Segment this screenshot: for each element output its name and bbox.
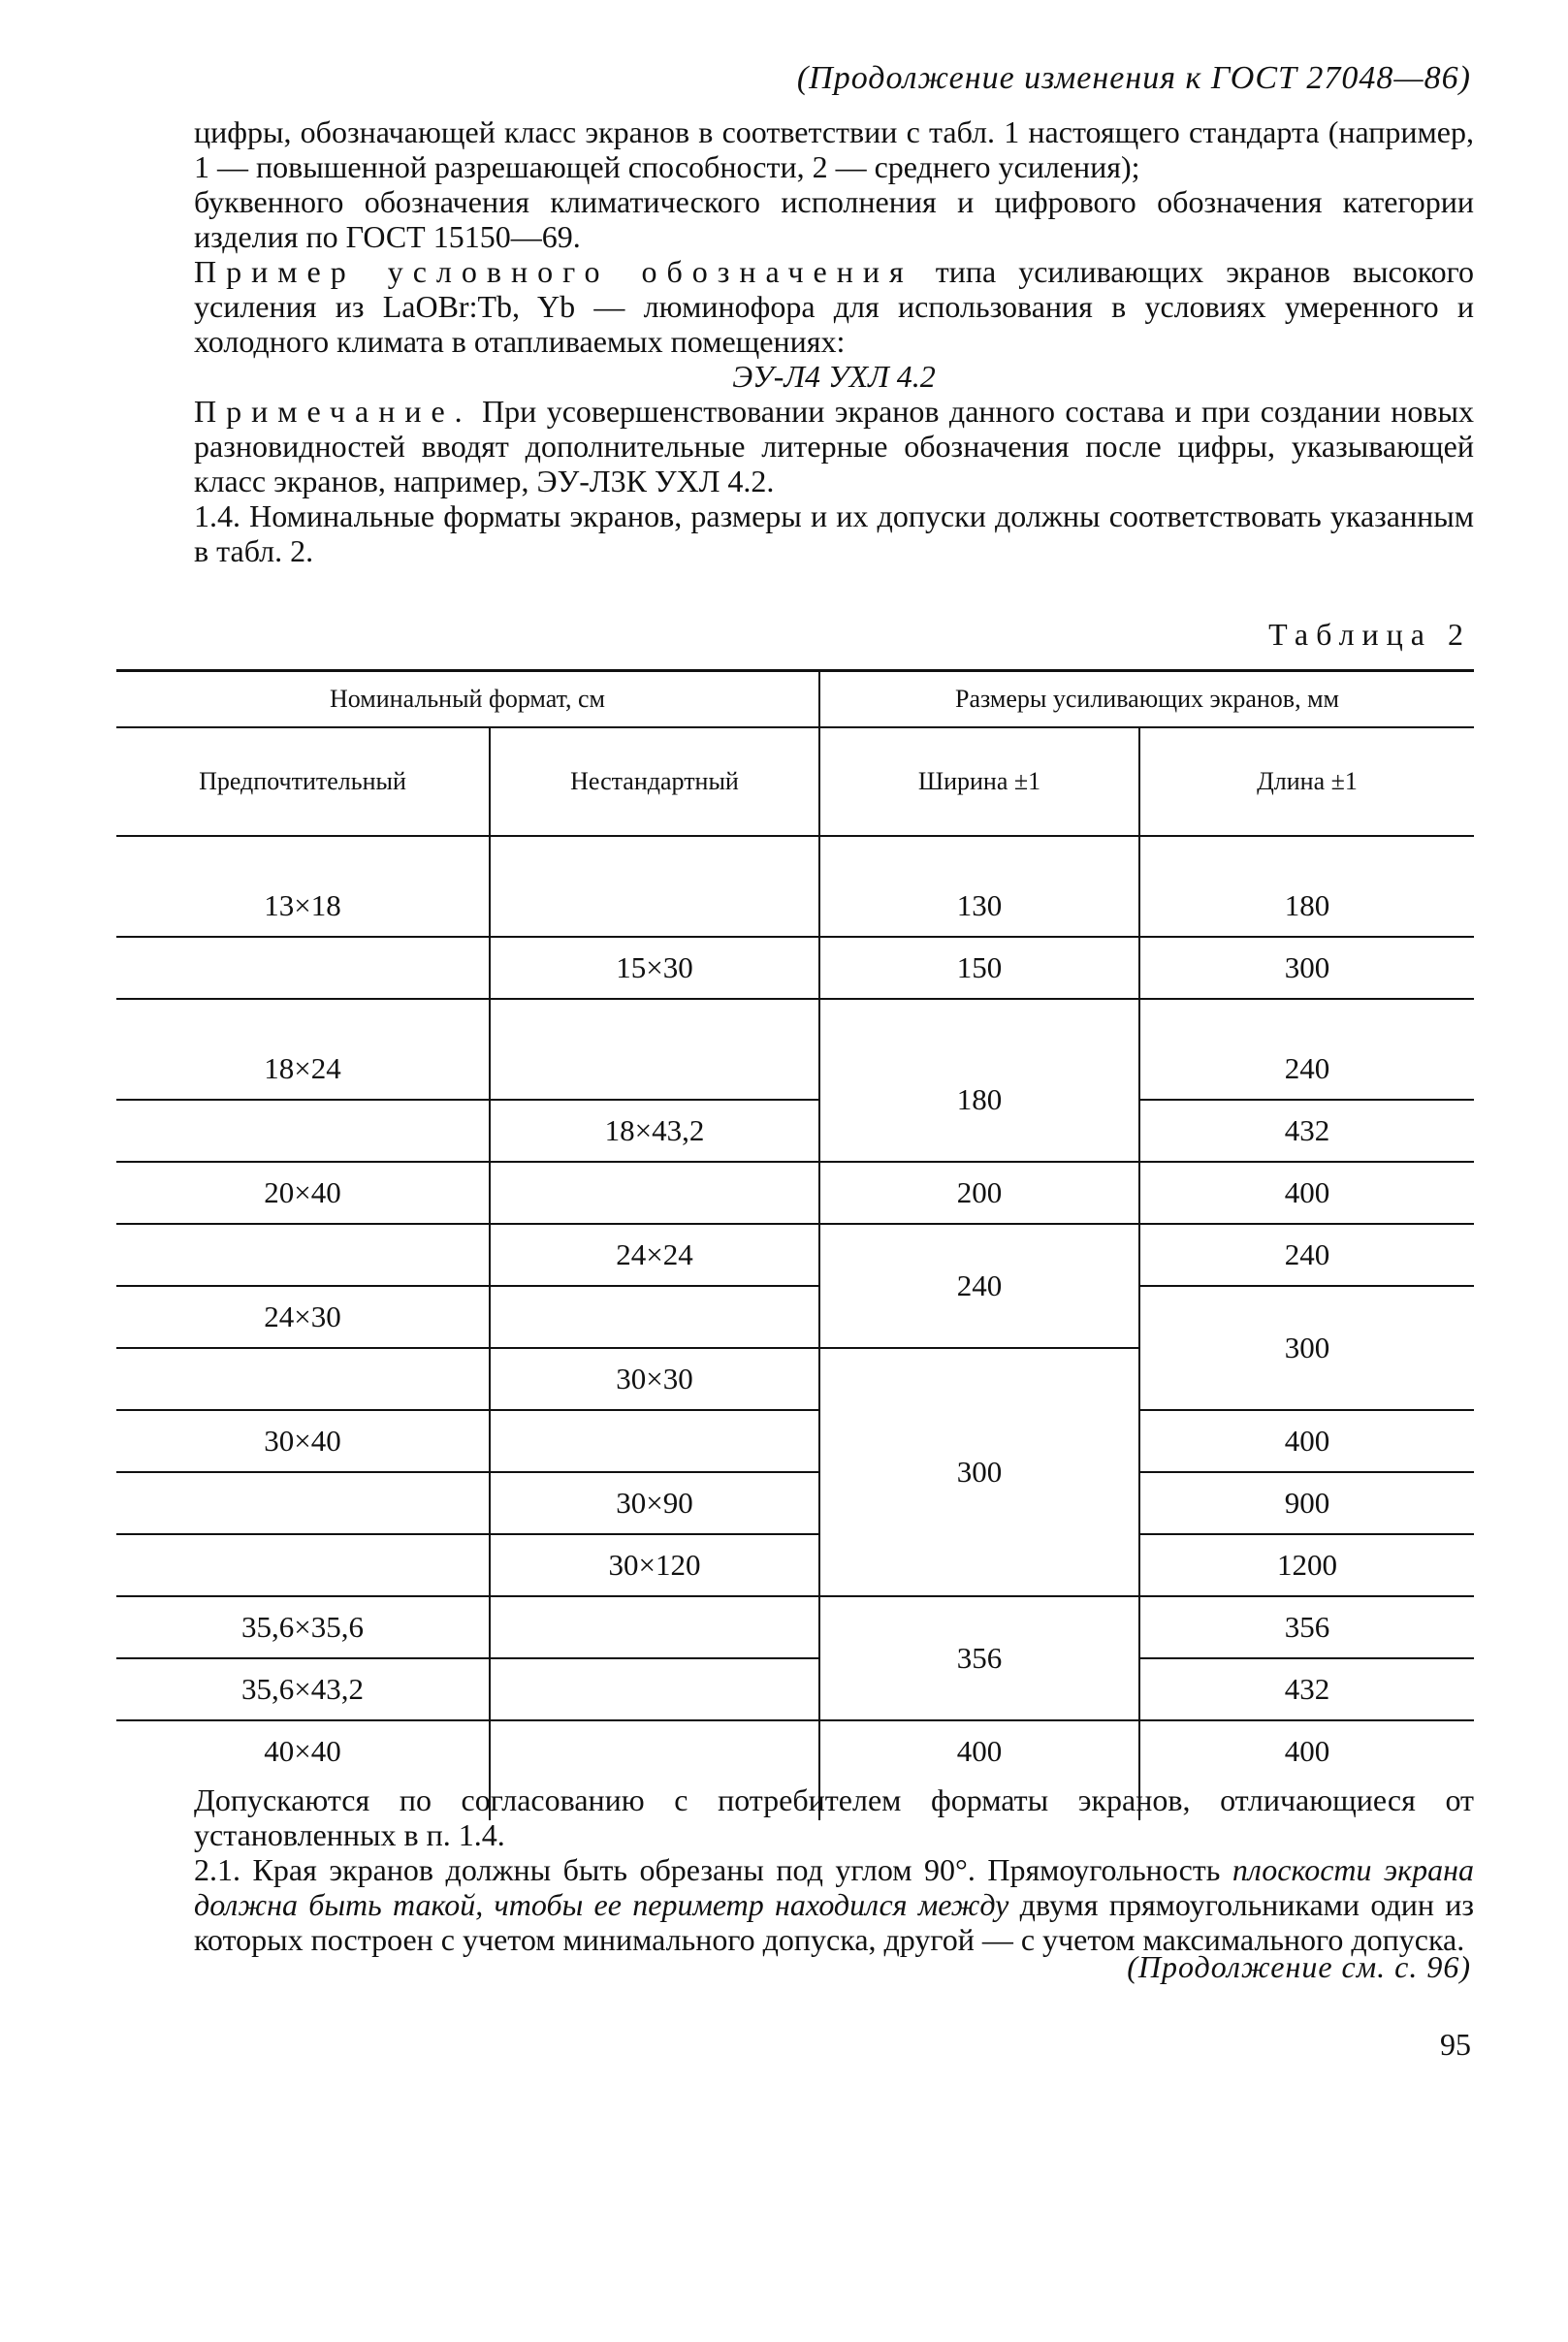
cell-nonstandard bbox=[490, 1596, 819, 1658]
table-row bbox=[116, 1596, 1474, 1658]
cell-preferred: 13×18 bbox=[116, 876, 490, 937]
cell-preferred bbox=[116, 1348, 490, 1410]
cell-length: 300 bbox=[1139, 937, 1474, 999]
cell-nonstandard: 18×43,2 bbox=[490, 1100, 819, 1162]
body-text bbox=[194, 114, 1474, 568]
cell-length: 180 bbox=[1139, 876, 1474, 937]
cell-preferred: 24×30 bbox=[116, 1286, 490, 1348]
cell-preferred bbox=[116, 1224, 490, 1286]
table-row bbox=[116, 1472, 1474, 1534]
paragraph-2-1 bbox=[194, 1852, 1474, 1957]
cell-length: 900 bbox=[1139, 1472, 1474, 1534]
header-nominal-format: Номинальный формат, см bbox=[116, 671, 819, 728]
table-row bbox=[116, 937, 1474, 999]
footer-text bbox=[194, 1782, 1474, 1957]
header-nonstandard: Нестандартный bbox=[490, 727, 819, 836]
cell-nonstandard bbox=[490, 876, 819, 937]
cell-preferred: 30×40 bbox=[116, 1410, 490, 1472]
cell-length: 1200 bbox=[1139, 1534, 1474, 1596]
paragraph-1-4: 1.4. Номинальные форматы экранов, размеры и их допуски должны соответствовать указанным в табл. 2. bbox=[194, 498, 1474, 568]
cell-preferred: 18×24 bbox=[116, 1039, 490, 1100]
cell-width: 300 bbox=[819, 1348, 1139, 1596]
cell-length: 400 bbox=[1139, 1720, 1474, 1781]
paragraph-note bbox=[194, 394, 1474, 498]
note-text: При усовершенствовании экранов данного состава и при создании новых разновидностей вводят дополнительные литерные обозначения после цифры, указывающей класс экранов, например, ЭУ-Л3К УХЛ 4.2. bbox=[194, 394, 1474, 498]
table-row bbox=[116, 1534, 1474, 1596]
table-row bbox=[116, 1100, 1474, 1162]
cell-nonstandard bbox=[490, 1286, 819, 1348]
cell-preferred bbox=[116, 1472, 490, 1534]
page-number: 95 bbox=[1440, 2027, 1471, 2062]
paragraph-example bbox=[194, 254, 1474, 359]
cell-nonstandard: 30×120 bbox=[490, 1534, 819, 1596]
paragraph-2-1-start: 2.1. Края экранов должны быть обрезаны под углом 90°. Прямоугольность bbox=[194, 1852, 1232, 1887]
table-row bbox=[116, 1039, 1474, 1100]
designation-formula: ЭУ-Л4 УХЛ 4.2 bbox=[732, 359, 936, 394]
continuation-note: (Продолжение см. с. 96) bbox=[1127, 1949, 1471, 1984]
cell-width: 356 bbox=[819, 1596, 1139, 1720]
cell-length: 240 bbox=[1139, 1224, 1474, 1286]
cell-nonstandard: 30×30 bbox=[490, 1348, 819, 1410]
cell-nonstandard: 24×24 bbox=[490, 1224, 819, 1286]
note-lead: Примечание. bbox=[194, 394, 472, 429]
cell-nonstandard: 30×90 bbox=[490, 1472, 819, 1534]
cell-preferred bbox=[116, 1534, 490, 1596]
example-lead: Пример условного обозначения bbox=[194, 254, 913, 289]
cell-length: 300 bbox=[1139, 1286, 1474, 1410]
table-row bbox=[116, 1224, 1474, 1286]
table-row bbox=[116, 1410, 1474, 1472]
table-row bbox=[116, 1286, 1474, 1348]
cell-length: 240 bbox=[1139, 1039, 1474, 1100]
cell-nonstandard bbox=[490, 1658, 819, 1720]
table-caption: Таблица 2 bbox=[1268, 617, 1471, 652]
table-row bbox=[116, 1162, 1474, 1224]
cell-nonstandard bbox=[490, 1039, 819, 1100]
example-text: типа усиливающих экранов высокого усиления из LaOBr:Tb, Yb — люминофора для использования в условиях умеренного и холодного климата в отапливаемых помещениях: bbox=[194, 254, 1474, 359]
paragraph-digit-class: цифры, обозначающей класс экранов в соответствии с табл. 1 настоящего стандарта (например, 1 — повышенной разрешающей способности, 2 — среднего усиления); bbox=[194, 114, 1474, 184]
paragraph-2-1-italic: плоскости экрана должна быть такой, чтобы ее периметр находился между bbox=[194, 1852, 1475, 1922]
cell-preferred: 35,6×35,6 bbox=[116, 1596, 490, 1658]
paragraph-tolerance: Допускаются по согласованию с потребителем форматы экранов, отличающиеся от установленных в п. 1.4. bbox=[194, 1782, 1474, 1852]
cell-width: 240 bbox=[819, 1224, 1139, 1348]
cell-length: 400 bbox=[1139, 1162, 1474, 1224]
cell-preferred: 35,6×43,2 bbox=[116, 1658, 490, 1720]
cell-length: 432 bbox=[1139, 1100, 1474, 1162]
table-row bbox=[116, 1658, 1474, 1720]
cell-width: 180 bbox=[819, 1039, 1139, 1162]
header-screen-sizes: Размеры усиливающих экранов, мм bbox=[819, 671, 1474, 728]
paragraph-2-1-end: двумя прямоугольниками один из которых построен с учетом минимального допуска, другой — с учетом максимального допуска. bbox=[194, 1887, 1475, 1957]
table-2 bbox=[116, 669, 1474, 1820]
table-row bbox=[116, 1720, 1474, 1781]
header-length: Длина ±1 bbox=[1139, 727, 1474, 836]
cell-length: 400 bbox=[1139, 1410, 1474, 1472]
cell-nonstandard bbox=[490, 1410, 819, 1472]
cell-preferred bbox=[116, 937, 490, 999]
cell-nonstandard bbox=[490, 1720, 819, 1781]
cell-width: 200 bbox=[819, 1162, 1139, 1224]
cell-preferred bbox=[116, 1100, 490, 1162]
cell-nonstandard: 15×30 bbox=[490, 937, 819, 999]
cell-length: 356 bbox=[1139, 1596, 1474, 1658]
cell-nonstandard bbox=[490, 1162, 819, 1224]
running-header: (Продолжение изменения к ГОСТ 27048—86) bbox=[796, 60, 1471, 96]
header-preferred: Предпочтительный bbox=[199, 767, 406, 795]
header-width: Ширина ±1 bbox=[819, 727, 1139, 836]
cell-preferred: 40×40 bbox=[264, 1734, 341, 1768]
cell-preferred: 20×40 bbox=[116, 1162, 490, 1224]
table-row bbox=[116, 876, 1474, 937]
cell-length: 432 bbox=[1139, 1658, 1474, 1720]
paragraph-climatic: буквенного обозначения климатического исполнения и цифрового обозначения категории изделия по ГОСТ 15150—69. bbox=[194, 184, 1474, 254]
cell-width: 400 bbox=[819, 1720, 1139, 1781]
cell-width: 150 bbox=[819, 937, 1139, 999]
cell-width: 130 bbox=[819, 876, 1139, 937]
